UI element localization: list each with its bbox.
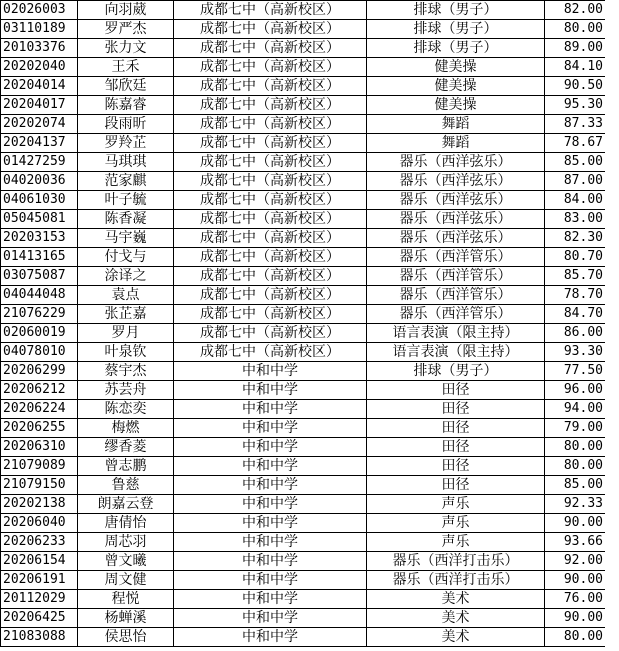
table-row xyxy=(1,77,606,96)
cell-talent-item[interactable]: 声乐 xyxy=(367,533,545,552)
cell-student-id[interactable]: 04020036 xyxy=(1,172,78,191)
table-row xyxy=(1,381,606,400)
cell-talent-item[interactable]: 健美操 xyxy=(367,96,545,115)
cell-student-id[interactable]: 04061030 xyxy=(1,191,78,210)
cell-school[interactable]: 中和中学 xyxy=(174,495,367,514)
table-row xyxy=(1,552,606,571)
table-row xyxy=(1,609,606,628)
cell-score[interactable]: 84.00 xyxy=(545,191,606,210)
cell-student-name[interactable]: 梅燃 xyxy=(78,419,174,438)
cell-score[interactable]: 84.10 xyxy=(545,58,606,77)
cell-talent-item[interactable]: 器乐（西洋打击乐） xyxy=(367,552,545,571)
cell-student-name[interactable]: 缪香菱 xyxy=(78,438,174,457)
cell-student-name[interactable]: 鲁慈 xyxy=(78,476,174,495)
cell-score[interactable]: 85.00 xyxy=(545,153,606,172)
cell-student-name[interactable]: 陈嘉睿 xyxy=(78,96,174,115)
cell-student-id[interactable]: 20206425 xyxy=(1,609,78,628)
cell-student-name[interactable]: 侯思怡 xyxy=(78,628,174,647)
cell-student-id[interactable]: 20203153 xyxy=(1,229,78,248)
table-row xyxy=(1,419,606,438)
cell-student-name[interactable]: 向羽葳 xyxy=(78,1,174,20)
cell-student-id[interactable]: 20206224 xyxy=(1,400,78,419)
cell-school[interactable]: 成都七中（高新校区） xyxy=(174,191,367,210)
cell-student-name[interactable]: 陈香凝 xyxy=(78,210,174,229)
cell-score[interactable]: 80.00 xyxy=(545,457,606,476)
cell-school[interactable]: 成都七中（高新校区） xyxy=(174,172,367,191)
cell-score[interactable]: 83.00 xyxy=(545,210,606,229)
cell-school[interactable]: 中和中学 xyxy=(174,419,367,438)
cell-student-name[interactable]: 杨蝉溪 xyxy=(78,609,174,628)
cell-student-id[interactable]: 02026003 xyxy=(1,1,78,20)
cell-talent-item[interactable]: 器乐（西洋弦乐） xyxy=(367,153,545,172)
cell-school[interactable]: 成都七中（高新校区） xyxy=(174,210,367,229)
cell-school[interactable]: 中和中学 xyxy=(174,533,367,552)
cell-score[interactable]: 80.00 xyxy=(545,20,606,39)
cell-student-id[interactable]: 20103376 xyxy=(1,39,78,58)
table-row xyxy=(1,20,606,39)
cell-talent-item[interactable]: 器乐（西洋弦乐） xyxy=(367,191,545,210)
cell-score[interactable]: 86.00 xyxy=(545,324,606,343)
cell-student-id[interactable]: 20204137 xyxy=(1,134,78,153)
cell-talent-item[interactable]: 美术 xyxy=(367,628,545,647)
cell-school[interactable]: 成都七中（高新校区） xyxy=(174,39,367,58)
cell-talent-item[interactable]: 器乐（西洋弦乐） xyxy=(367,229,545,248)
cell-school[interactable]: 成都七中（高新校区） xyxy=(174,58,367,77)
cell-student-name[interactable]: 陈恋奕 xyxy=(78,400,174,419)
cell-score[interactable]: 90.50 xyxy=(545,77,606,96)
cell-score[interactable]: 79.00 xyxy=(545,419,606,438)
cell-student-id[interactable]: 01427259 xyxy=(1,153,78,172)
cell-talent-item[interactable]: 器乐（西洋管乐） xyxy=(367,267,545,286)
cell-student-name[interactable]: 周文健 xyxy=(78,571,174,590)
cell-student-id[interactable]: 04078010 xyxy=(1,343,78,362)
cell-score[interactable]: 80.00 xyxy=(545,628,606,647)
cell-school[interactable]: 中和中学 xyxy=(174,400,367,419)
cell-student-name[interactable]: 涂译之 xyxy=(78,267,174,286)
cell-talent-item[interactable]: 器乐（西洋弦乐） xyxy=(367,172,545,191)
cell-student-id[interactable]: 02060019 xyxy=(1,324,78,343)
table-row xyxy=(1,533,606,552)
table-row xyxy=(1,58,606,77)
table-row xyxy=(1,476,606,495)
cell-school[interactable]: 成都七中（高新校区） xyxy=(174,153,367,172)
cell-talent-item[interactable]: 排球（男子） xyxy=(367,20,545,39)
cell-score[interactable]: 87.33 xyxy=(545,115,606,134)
cell-student-name[interactable]: 曾志鹏 xyxy=(78,457,174,476)
cell-school[interactable]: 成都七中（高新校区） xyxy=(174,96,367,115)
cell-score[interactable]: 87.00 xyxy=(545,172,606,191)
cell-score[interactable]: 85.70 xyxy=(545,267,606,286)
cell-student-id[interactable]: 21079150 xyxy=(1,476,78,495)
cell-score[interactable]: 82.30 xyxy=(545,229,606,248)
cell-student-id[interactable]: 05045081 xyxy=(1,210,78,229)
cell-talent-item[interactable]: 美术 xyxy=(367,590,545,609)
cell-student-name[interactable]: 苏芸舟 xyxy=(78,381,174,400)
table-row xyxy=(1,210,606,229)
cell-talent-item[interactable]: 排球（男子） xyxy=(367,362,545,381)
cell-talent-item[interactable]: 田径 xyxy=(367,438,545,457)
cell-student-name[interactable]: 程悦 xyxy=(78,590,174,609)
cell-student-id[interactable]: 03075087 xyxy=(1,267,78,286)
cell-school[interactable]: 成都七中（高新校区） xyxy=(174,134,367,153)
cell-talent-item[interactable]: 田径 xyxy=(367,419,545,438)
cell-talent-item[interactable]: 排球（男子） xyxy=(367,39,545,58)
cell-talent-item[interactable]: 田径 xyxy=(367,381,545,400)
table-row xyxy=(1,191,606,210)
cell-talent-item[interactable]: 器乐（西洋管乐） xyxy=(367,248,545,267)
cell-score[interactable]: 78.67 xyxy=(545,134,606,153)
cell-student-id[interactable]: 20206299 xyxy=(1,362,78,381)
cell-student-id[interactable]: 20206212 xyxy=(1,381,78,400)
cell-talent-item[interactable]: 语言表演（限主持） xyxy=(367,343,545,362)
cell-student-name[interactable]: 蔡宇杰 xyxy=(78,362,174,381)
cell-student-name[interactable]: 张力文 xyxy=(78,39,174,58)
table-row xyxy=(1,267,606,286)
cell-score[interactable]: 82.00 xyxy=(545,1,606,20)
cell-talent-item[interactable]: 器乐（西洋打击乐） xyxy=(367,571,545,590)
sheet-margin xyxy=(605,0,619,651)
cell-school[interactable]: 中和中学 xyxy=(174,514,367,533)
cell-student-id[interactable]: 20202040 xyxy=(1,58,78,77)
cell-student-id[interactable]: 21079089 xyxy=(1,457,78,476)
cell-student-name[interactable]: 马琪琪 xyxy=(78,153,174,172)
cell-student-id[interactable]: 20202074 xyxy=(1,115,78,134)
cell-score[interactable]: 80.00 xyxy=(545,438,606,457)
cell-school[interactable]: 成都七中（高新校区） xyxy=(174,229,367,248)
cell-student-id[interactable]: 20206255 xyxy=(1,419,78,438)
cell-score[interactable]: 92.33 xyxy=(545,495,606,514)
cell-school[interactable]: 中和中学 xyxy=(174,628,367,647)
cell-student-id[interactable]: 04044048 xyxy=(1,286,78,305)
cell-school[interactable]: 成都七中（高新校区） xyxy=(174,115,367,134)
cell-talent-item[interactable]: 健美操 xyxy=(367,58,545,77)
cell-talent-item[interactable]: 田径 xyxy=(367,476,545,495)
cell-talent-item[interactable]: 美术 xyxy=(367,609,545,628)
cell-talent-item[interactable]: 器乐（西洋管乐） xyxy=(367,286,545,305)
cell-student-name[interactable]: 王禾 xyxy=(78,58,174,77)
table-row xyxy=(1,457,606,476)
cell-school[interactable]: 中和中学 xyxy=(174,571,367,590)
cell-score[interactable]: 78.70 xyxy=(545,286,606,305)
cell-school[interactable]: 成都七中（高新校区） xyxy=(174,324,367,343)
table-row xyxy=(1,1,606,20)
cell-school[interactable]: 中和中学 xyxy=(174,552,367,571)
cell-score[interactable]: 85.00 xyxy=(545,476,606,495)
cell-student-name[interactable]: 马宇巍 xyxy=(78,229,174,248)
cell-score[interactable]: 84.70 xyxy=(545,305,606,324)
cell-school[interactable]: 成都七中（高新校区） xyxy=(174,343,367,362)
table-row xyxy=(1,438,606,457)
table-row xyxy=(1,305,606,324)
cell-score[interactable]: 90.00 xyxy=(545,609,606,628)
cell-score[interactable]: 93.66 xyxy=(545,533,606,552)
cell-student-name[interactable]: 朗嘉云登 xyxy=(78,495,174,514)
cell-school[interactable]: 中和中学 xyxy=(174,381,367,400)
cell-school[interactable]: 中和中学 xyxy=(174,457,367,476)
table-row xyxy=(1,39,606,58)
cell-score[interactable]: 90.00 xyxy=(545,514,606,533)
cell-student-name[interactable]: 张芷嘉 xyxy=(78,305,174,324)
cell-score[interactable]: 76.00 xyxy=(545,590,606,609)
cell-student-id[interactable]: 20112029 xyxy=(1,590,78,609)
table-row xyxy=(1,134,606,153)
cell-student-name[interactable]: 付戈与 xyxy=(78,248,174,267)
table-row xyxy=(1,571,606,590)
cell-score[interactable]: 90.00 xyxy=(545,571,606,590)
cell-student-id[interactable]: 21083088 xyxy=(1,628,78,647)
table-row xyxy=(1,286,606,305)
cell-talent-item[interactable]: 声乐 xyxy=(367,495,545,514)
cell-talent-item[interactable]: 排球（男子） xyxy=(367,1,545,20)
cell-student-name[interactable]: 罗羚芷 xyxy=(78,134,174,153)
cell-score[interactable]: 95.30 xyxy=(545,96,606,115)
cell-student-id[interactable]: 20206154 xyxy=(1,552,78,571)
cell-talent-item[interactable]: 声乐 xyxy=(367,514,545,533)
cell-school[interactable]: 成都七中（高新校区） xyxy=(174,1,367,20)
cell-student-name[interactable]: 唐倩怡 xyxy=(78,514,174,533)
cell-school[interactable]: 中和中学 xyxy=(174,438,367,457)
cell-student-id[interactable]: 01413165 xyxy=(1,248,78,267)
cell-school[interactable]: 中和中学 xyxy=(174,476,367,495)
table-row xyxy=(1,590,606,609)
cell-student-id[interactable]: 20206191 xyxy=(1,571,78,590)
cell-student-id[interactable]: 20206040 xyxy=(1,514,78,533)
table-row xyxy=(1,229,606,248)
table-row xyxy=(1,115,606,134)
table-row xyxy=(1,248,606,267)
cell-school[interactable]: 中和中学 xyxy=(174,609,367,628)
cell-student-name[interactable]: 罗月 xyxy=(78,324,174,343)
cell-score[interactable]: 92.00 xyxy=(545,552,606,571)
cell-talent-item[interactable]: 语言表演（限主持） xyxy=(367,324,545,343)
cell-student-name[interactable]: 周芯羽 xyxy=(78,533,174,552)
cell-student-name[interactable]: 范家麒 xyxy=(78,172,174,191)
table-row xyxy=(1,96,606,115)
cell-school[interactable]: 成都七中（高新校区） xyxy=(174,248,367,267)
table-row xyxy=(1,343,606,362)
cell-student-name[interactable]: 段雨昕 xyxy=(78,115,174,134)
table-row xyxy=(1,172,606,191)
cell-student-id[interactable]: 20206310 xyxy=(1,438,78,457)
table-row xyxy=(1,628,606,647)
cell-student-name[interactable]: 袁点 xyxy=(78,286,174,305)
table-row xyxy=(1,324,606,343)
cell-school[interactable]: 中和中学 xyxy=(174,362,367,381)
cell-student-name[interactable]: 叶子毓 xyxy=(78,191,174,210)
cell-school[interactable]: 中和中学 xyxy=(174,590,367,609)
cell-talent-item[interactable]: 舞蹈 xyxy=(367,115,545,134)
cell-score[interactable]: 94.00 xyxy=(545,400,606,419)
cell-talent-item[interactable]: 健美操 xyxy=(367,77,545,96)
cell-score[interactable]: 77.50 xyxy=(545,362,606,381)
cell-score[interactable]: 93.30 xyxy=(545,343,606,362)
table-row xyxy=(1,153,606,172)
cell-student-id[interactable]: 20204014 xyxy=(1,77,78,96)
cell-talent-item[interactable]: 田径 xyxy=(367,400,545,419)
cell-score[interactable]: 89.00 xyxy=(545,39,606,58)
cell-student-id[interactable]: 03110189 xyxy=(1,20,78,39)
cell-score[interactable]: 96.00 xyxy=(545,381,606,400)
cell-school[interactable]: 成都七中（高新校区） xyxy=(174,305,367,324)
table-row xyxy=(1,514,606,533)
cell-school[interactable]: 成都七中（高新校区） xyxy=(174,267,367,286)
cell-talent-item[interactable]: 器乐（西洋弦乐） xyxy=(367,210,545,229)
cell-student-id[interactable]: 20206233 xyxy=(1,533,78,552)
cell-student-name[interactable]: 邹欣廷 xyxy=(78,77,174,96)
table-row xyxy=(1,362,606,381)
cell-score[interactable]: 80.70 xyxy=(545,248,606,267)
cell-student-id[interactable]: 20204017 xyxy=(1,96,78,115)
table-body xyxy=(1,1,606,647)
cell-student-name[interactable]: 叶泉钦 xyxy=(78,343,174,362)
table-row xyxy=(1,400,606,419)
cell-talent-item[interactable]: 器乐（西洋管乐） xyxy=(367,305,545,324)
cell-student-name[interactable]: 罗严杰 xyxy=(78,20,174,39)
cell-school[interactable]: 成都七中（高新校区） xyxy=(174,20,367,39)
cell-student-id[interactable]: 20202138 xyxy=(1,495,78,514)
cell-school[interactable]: 成都七中（高新校区） xyxy=(174,286,367,305)
cell-student-id[interactable]: 21076229 xyxy=(1,305,78,324)
cell-student-name[interactable]: 曾文曦 xyxy=(78,552,174,571)
cell-talent-item[interactable]: 舞蹈 xyxy=(367,134,545,153)
table-row xyxy=(1,495,606,514)
cell-talent-item[interactable]: 田径 xyxy=(367,457,545,476)
cell-school[interactable]: 成都七中（高新校区） xyxy=(174,77,367,96)
